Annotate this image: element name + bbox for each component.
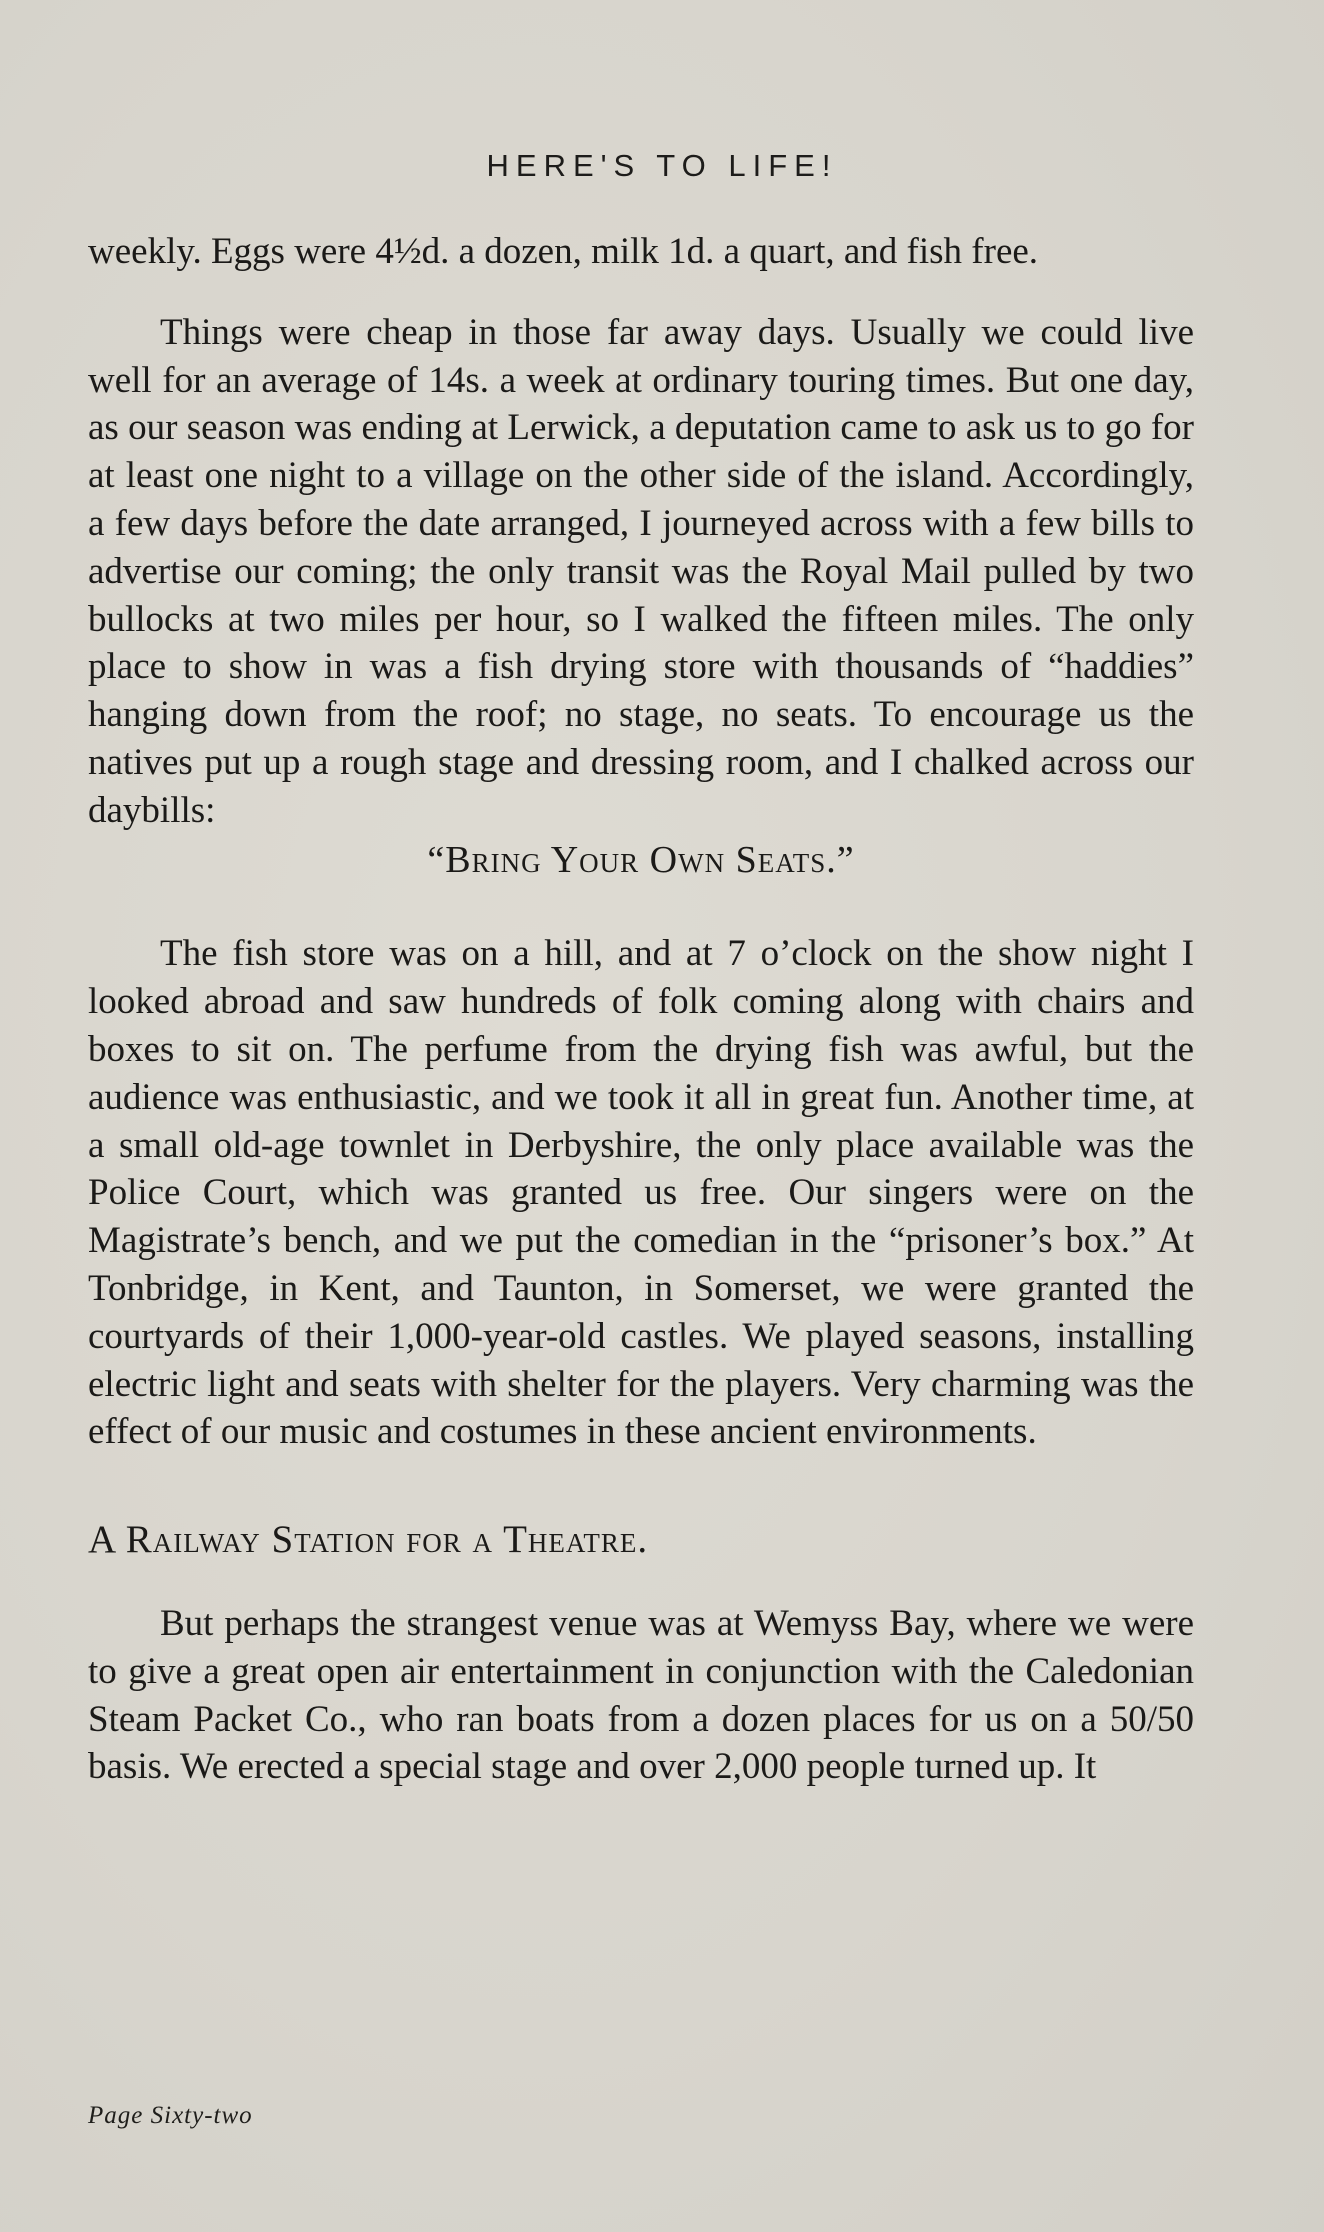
paragraph-cheap-days: Things were cheap in those far away days. Usually we could live well for an average of 14s. a week at ordinary touring times. But one day, as our season was ending at Lerwick, a deputation came to ask us to go for at least one night to a village on the other side of the island. Accordingly, a few days before the date arranged, I journeyed across with a few bills to advertise our coming; the only transit was the Royal Mail pulled by two bullocks at two miles per hour, so I walked the fifteen miles. The only place to show in was a fish drying store with thousands of “haddies” hanging down from the roof; no stage, no seats. To encourage us the natives put up a rough stage and dressing room, and I chalked across our daybills: xyxy=(88,311,1194,831)
body-text xyxy=(88,228,1194,1791)
section-heading: A Railway Station for a Theatre. xyxy=(88,1518,649,1562)
running-head: HERE'S TO LIFE! xyxy=(486,148,838,183)
paragraph-continuation: weekly. Eggs were 4½d. a dozen, milk 1d. a quart, and fish free. xyxy=(88,231,1039,272)
bring-your-own-seats-line: “Bring Your Own Seats.” xyxy=(427,838,855,881)
paragraph-wemyss-bay: But perhaps the strangest venue was at Wemyss Bay, where we were to give a great open air entertainment in conjunction with the Caledonian Steam Packet Co., who ran boats from a dozen places for us on a 50/50 basis. We erected a special stage and over 2,000 people turned up. It xyxy=(88,1602,1194,1788)
paragraph-fish-store: The fish store was on a hill, and at 7 o’clock on the show night I looked abroad and saw hundreds of folk coming along with chairs and boxes to sit on. The perfume from the drying fish was awful, but the audience was enthusiastic, and we took it all in great fun. Another time, at a small old-age townlet in Derbyshire, the only place available was the Police Court, which was granted us free. Our singers were on the Magistrate’s bench, and we put the comedian in the “prisoner’s box.” At Tonbridge, in Kent, and Taunton, in Somerset, we were granted the courtyards of their 1,000-year-old castles. We played seasons, installing electric light and seats with shelter for the players. Very charming was the effect of our music and costumes in these ancient environments. xyxy=(88,933,1194,1453)
page-number: Page Sixty-two xyxy=(88,2102,253,2129)
